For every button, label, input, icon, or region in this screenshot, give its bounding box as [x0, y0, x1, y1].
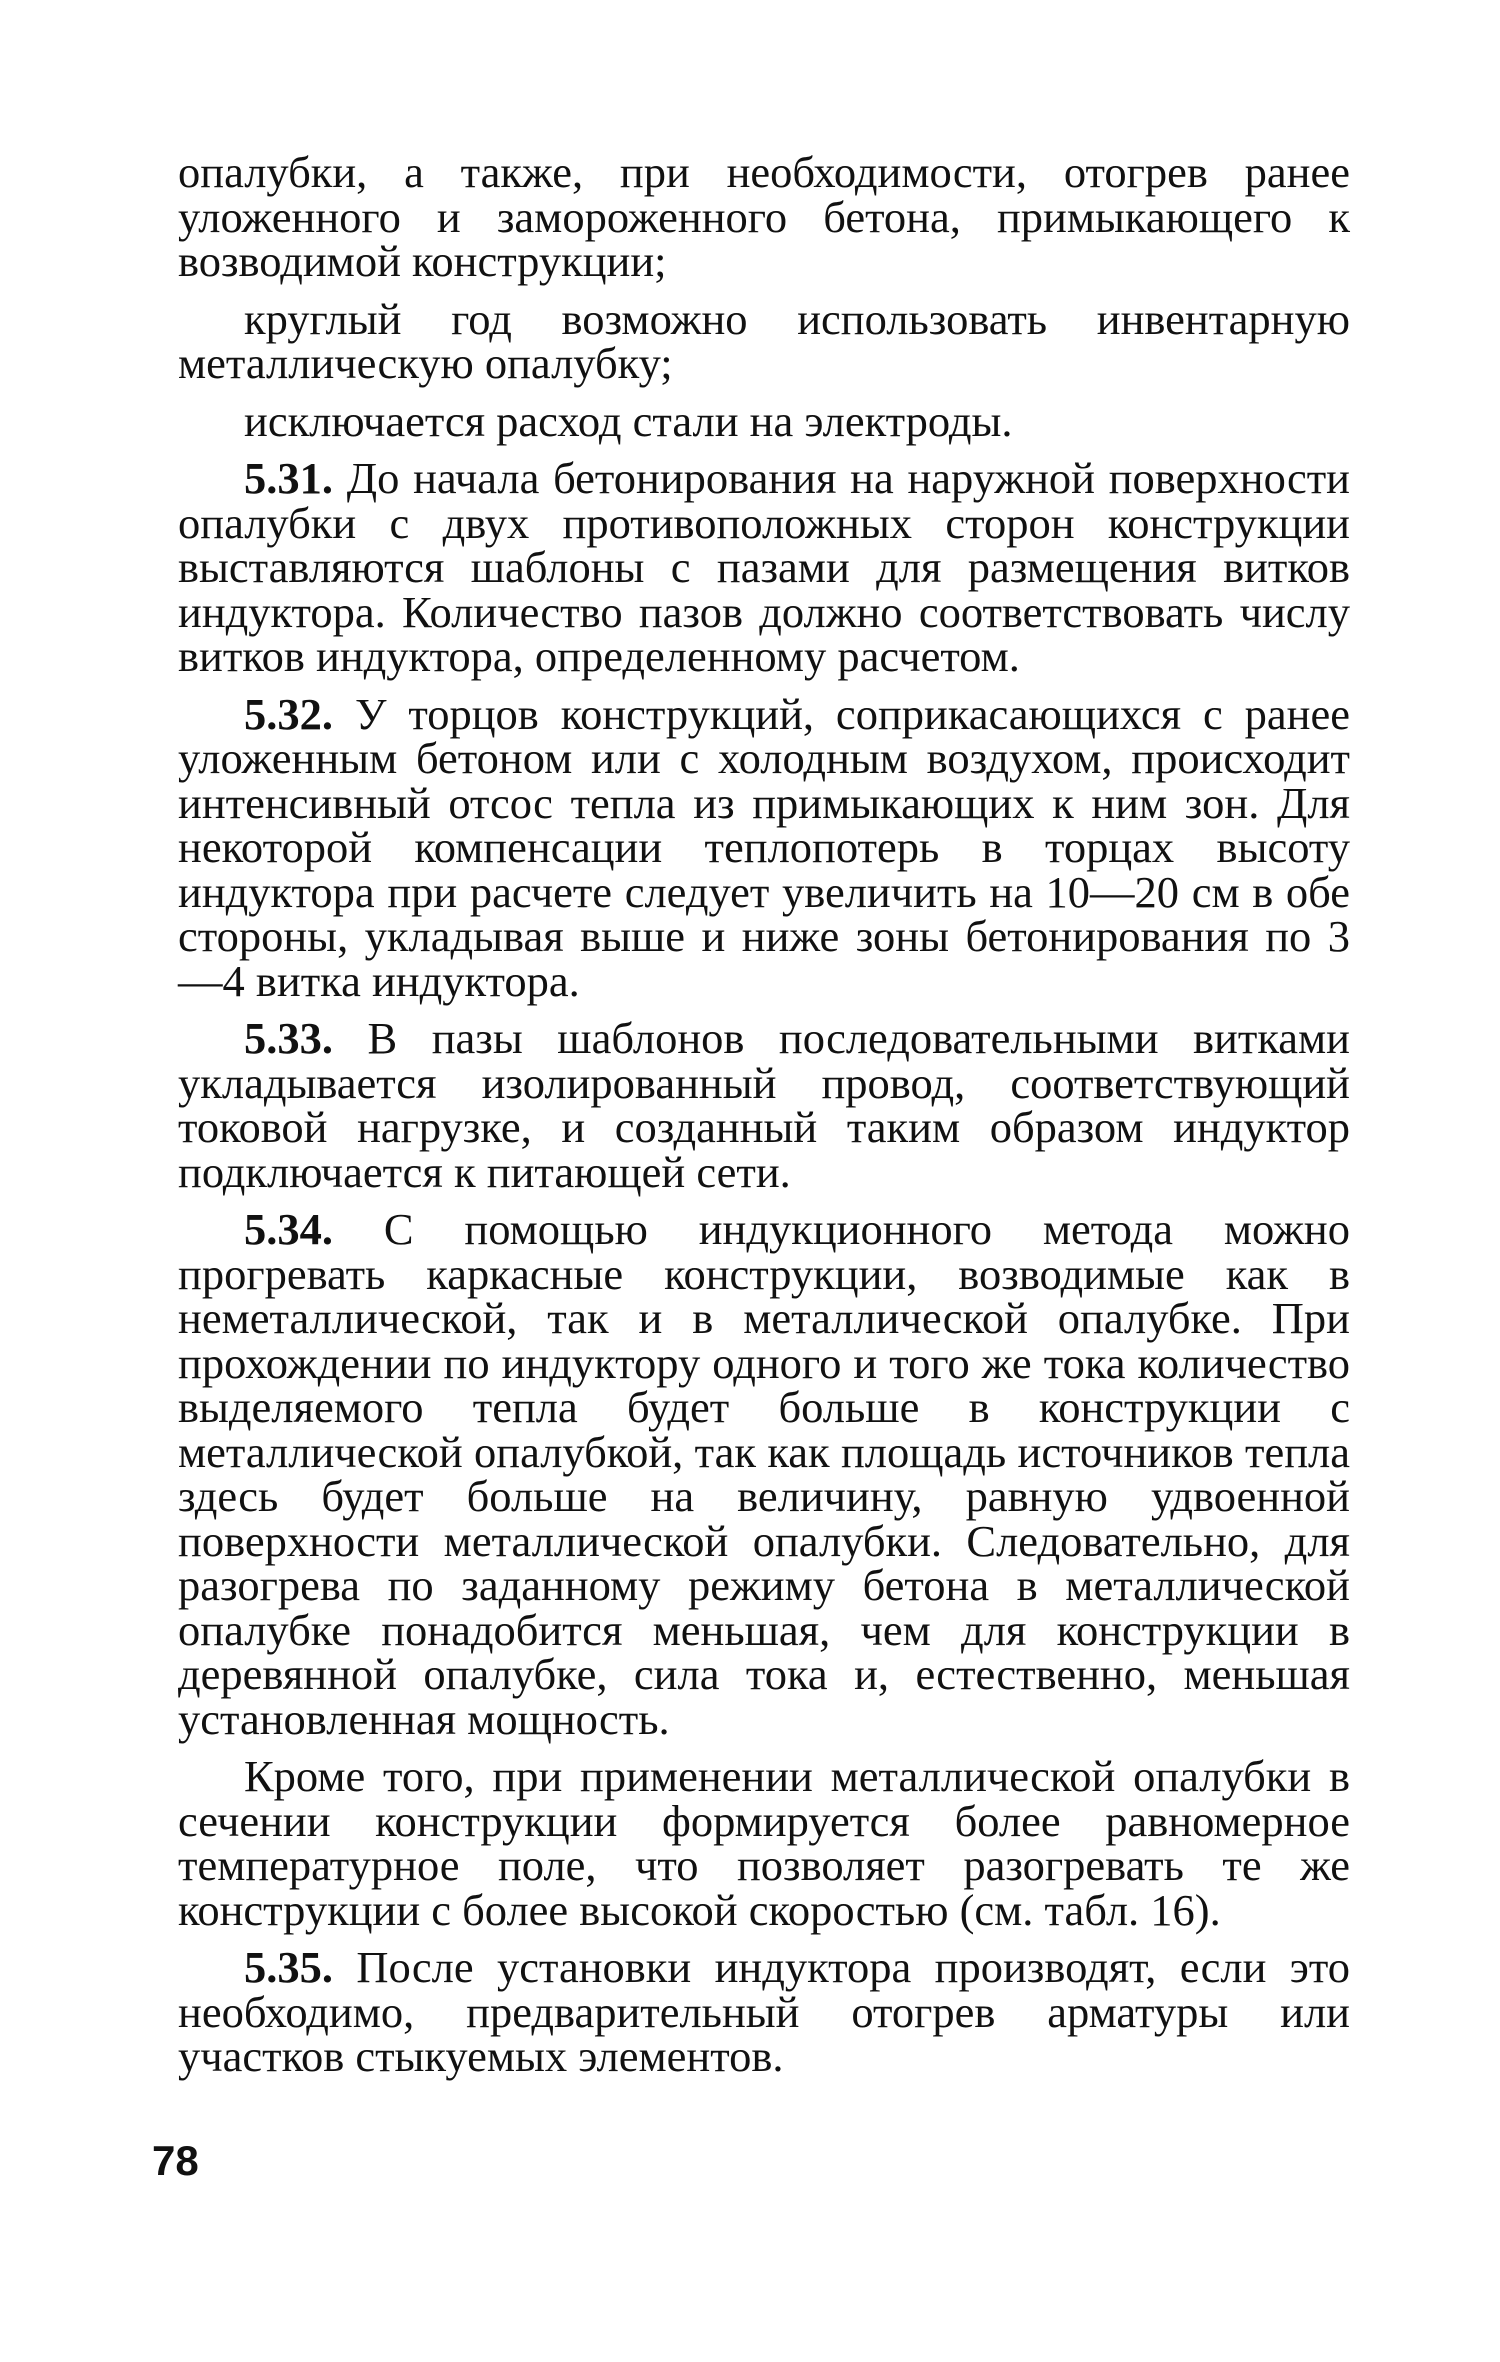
section-number: 5.31.: [244, 453, 333, 503]
paragraph-text: опалубки, а также, при необходимости, отогрев ранее уложенного и замороженного бетона, примыкающего к возводимой конструкции;: [178, 147, 1350, 286]
section-number: 5.33.: [244, 1013, 333, 1063]
paragraph-5-35: [178, 1942, 1350, 2081]
paragraph-text: Кроме того, при применении металлической опалубки в сечении конструкции формируется более равномерное температурное поле, что позволяет разогревать те же конструкции с более высокой скоростью (см. табл. 16).: [178, 1751, 1350, 1935]
paragraph: [178, 293, 1350, 388]
paragraph-5-33: [178, 1013, 1350, 1197]
paragraph-5-34: [178, 1204, 1350, 1744]
paragraph: [178, 1751, 1350, 1935]
paragraph-5-32: [178, 688, 1351, 1006]
section-number: 5.34.: [244, 1204, 333, 1254]
paragraph-text: С помощью индукционного метода можно прогревать каркасные конструкции, возводимые как в неметаллической, так и в металлической опалубке. При прохождении по индуктору одного и того же тока количество выделяемого тепла будет больше в конструкции с металлической опалубкой, так как площадь источников тепла здесь будет больше на величину, равную удвоенной поверхности металлической опалубки. Следовательно, для разогрева по заданному режиму бетона в металлической опалубке понадобится меньшая, чем для конструкции в деревянной опалубке, сила тока и, естественно, меньшая установленная мощность.: [178, 1204, 1350, 1744]
section-number: 5.32.: [244, 688, 333, 739]
paragraph-text: исключается расход стали на электроды.: [244, 395, 1013, 446]
paragraph-5-31: [178, 453, 1350, 681]
page-number: 78: [152, 2137, 199, 2184]
paragraph-text: У торцов конструкций, соприкасающихся с ранее уложенным бетоном или с холодным воздухом, происходит интенсивный отсос тепла из примыкающих к ним зон. Для некоторой компенсации теплопотерь в торцах высоту индуктора при расчете следует увеличить на 10—20 см в обе стороны, укладывая выше и ниже зоны бетонирования по 3—4 витка индуктора.: [178, 688, 1351, 1006]
paragraph-text: До начала бетонирования на наружной поверхности опалубки с двух противоположных сторон конструкции выставляются шаблоны с пазами для размещения витков индуктора. Количество пазов должно соответствовать числу витков индуктора, определенному расчетом.: [178, 453, 1350, 681]
paragraph-text: В пазы шаблонов последовательными витками укладывается изолированный провод, соответствующий токовой нагрузке, и созданный таким образом индуктор подключается к питающей сети.: [178, 1013, 1350, 1197]
body-text: [178, 147, 1351, 2092]
paragraph: [178, 147, 1350, 286]
paragraph: [178, 395, 1350, 446]
paragraph-text: После установки индуктора производят, если это необходимо, предварительный отогрев арматуры или участков стыкуемых элементов.: [178, 1942, 1350, 2081]
paragraph-text: круглый год возможно использовать инвентарную металлическую опалубку;: [178, 293, 1350, 388]
section-number: 5.35.: [244, 1942, 333, 1992]
